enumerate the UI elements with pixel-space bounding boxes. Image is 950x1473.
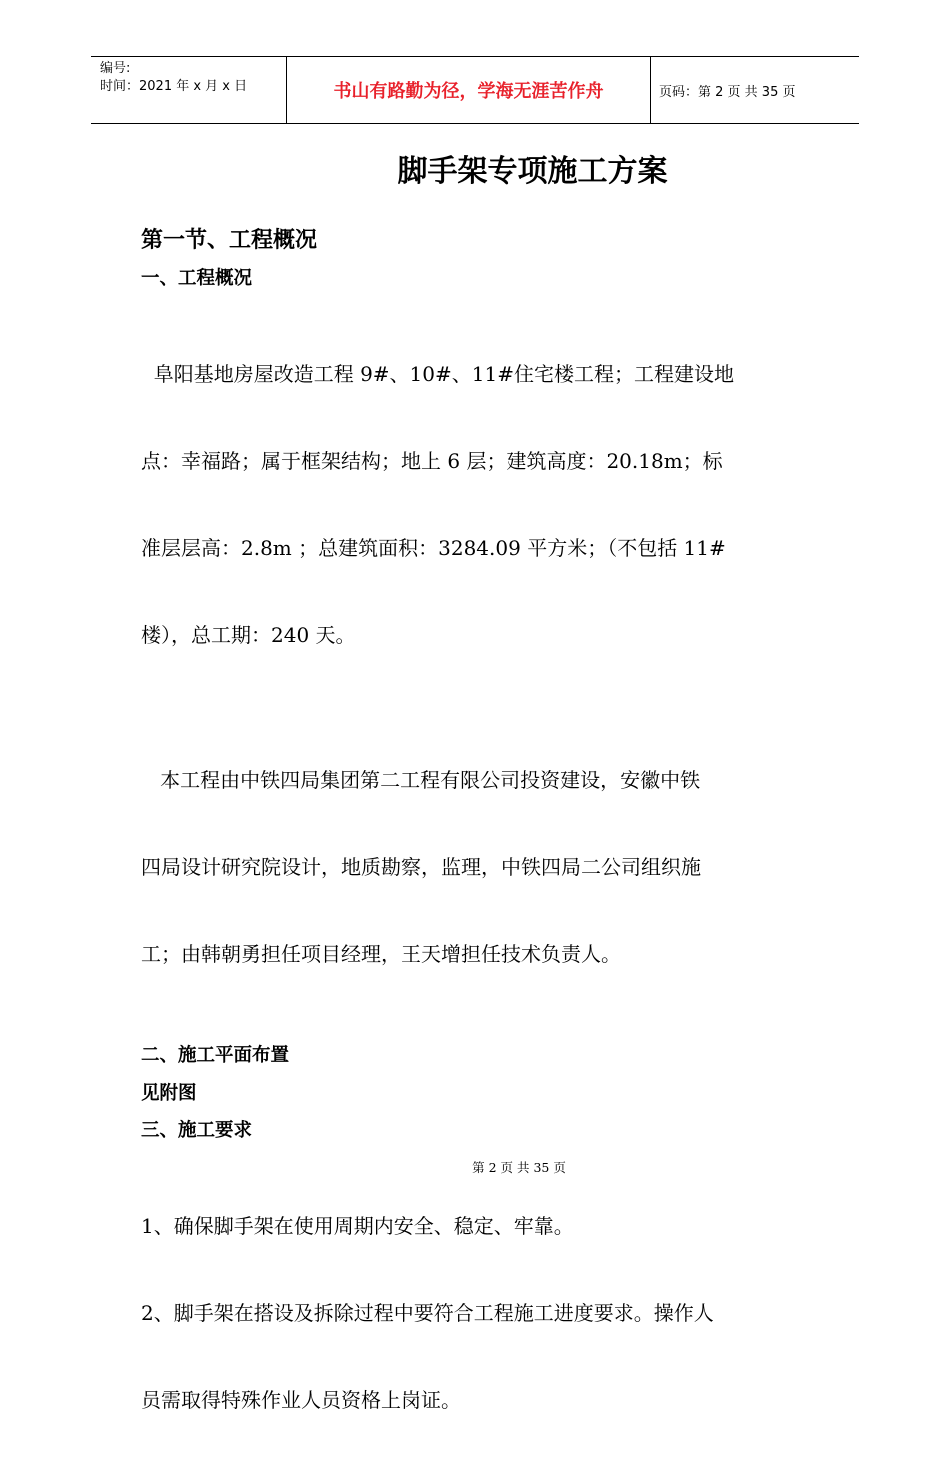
subsection-heading-overview: 一、工程概况	[141, 268, 253, 289]
overview-paragraph-2	[141, 708, 811, 1027]
paragraph-line: 本工程由中铁四局集团第二工程有限公司投资建设，安徽中铁	[141, 768, 701, 792]
document-title: 脚手架专项施工方案	[397, 154, 668, 189]
subsection-heading-requirements: 三、施工要求	[141, 1120, 253, 1141]
requirement-item-1: 1、确保脚手架在使用周期内安全、稳定、牢靠。	[141, 1214, 574, 1238]
see-attachment-text: 见附图	[141, 1083, 197, 1104]
time-label: 时间：2021 年 x 月 x 日	[100, 79, 248, 94]
paragraph-line: 楼），总工期：240 天。	[141, 623, 356, 647]
paragraph-line: 点：幸福路；属于框架结构；地上 6 层；建筑高度：20.18m；标	[141, 449, 723, 473]
subsection-heading-layout: 二、施工平面布置	[141, 1045, 290, 1066]
header-meta-cell	[91, 57, 287, 123]
paragraph-line: 工；由韩朝勇担任项目经理，王天增担任技术负责人。	[141, 942, 621, 966]
requirements-list	[141, 1154, 811, 1473]
page-header	[91, 56, 859, 124]
paragraph-line: 四局设计研究院设计，地质勘察，监理，中铁四局二公司组织施	[141, 855, 701, 879]
requirement-item-2-line: 2、脚手架在搭设及拆除过程中要符合工程施工进度要求。操作人	[141, 1301, 714, 1325]
code-label: 编号:	[100, 61, 131, 76]
page-footer: 第 2 页 共 35 页	[472, 1160, 566, 1175]
overview-paragraph-1	[141, 302, 811, 708]
section-heading: 第一节、工程概况	[141, 228, 318, 253]
paragraph-line: 阜阳基地房屋改造工程 9#、10#、11#住宅楼工程；工程建设地	[141, 362, 734, 386]
header-page-number: 页码：第 2 页 共 35 页	[659, 84, 796, 100]
header-motto: 书山有路勤为径，学海无涯苦作舟	[287, 57, 651, 123]
paragraph-line: 准层层高：2.8m ；总建筑面积：3284.09 平方米；（不包括 11#	[141, 536, 726, 560]
requirement-item-2-line: 员需取得特殊作业人员资格上岗证。	[141, 1388, 461, 1412]
document-body	[141, 226, 811, 1473]
